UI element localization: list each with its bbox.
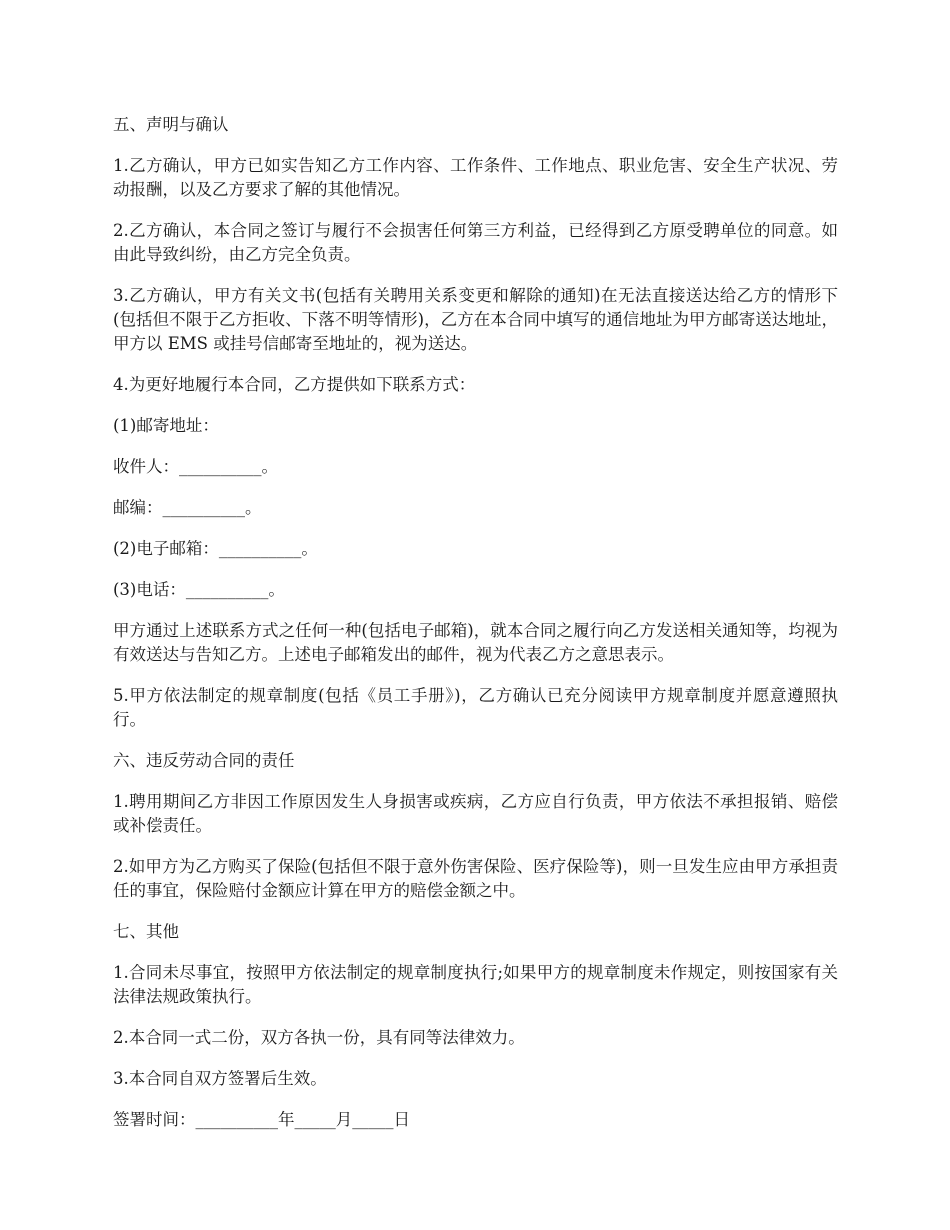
phone-field: (3)电话：__________。 [113, 580, 285, 599]
postcode-field: 邮编：__________。 [113, 498, 262, 517]
clause-5-4: 4.为更好地履行本合同，乙方提供如下联系方式： [113, 375, 476, 394]
notice-delivery-paragraph: 甲方通过上述联系方式之任何一种(包括电子邮箱)，就本合同之履行向乙方发送相关通知等，均视为有效送达与告知乙方。上述电子邮箱发出的邮件，视为代表乙方之意思表示。 [113, 621, 838, 664]
section-heading-declaration: 五、声明与确认 [113, 115, 229, 134]
section-heading-liability: 六、违反劳动合同的责任 [113, 751, 295, 770]
recipient-field: 收件人：__________。 [113, 457, 278, 476]
clause-5-5: 5.甲方依法制定的规章制度(包括《员工手册》)，乙方确认已充分阅读甲方规章制度并愿意遵照执行。 [113, 686, 838, 729]
clause-7-3: 3.本合同自双方签署后生效。 [113, 1069, 327, 1088]
clause-6-2: 2.如甲方为乙方购买了保险(包括但不限于意外伤害保险、医疗保险等)，则一旦发生应由甲方承担责任的事宜，保险赔付金额应计算在甲方的赔偿金额之中。 [113, 857, 838, 900]
clause-5-2: 2.乙方确认，本合同之签订与履行不会损害任何第三方利益，已经得到乙方原受聘单位的同意。如由此导致纠纷，由乙方完全负责。 [113, 221, 838, 264]
email-field: (2)电子邮箱：__________。 [113, 539, 318, 558]
mailing-address-label: (1)邮寄地址： [113, 416, 219, 435]
document-page [113, 113, 838, 1149]
clause-6-1: 1.聘用期间乙方非因工作原因发生人身损害或疾病，乙方应自行负责，甲方依法不承担报销、赔偿或补偿责任。 [113, 792, 838, 835]
clause-5-1: 1.乙方确认，甲方已如实告知乙方工作内容、工作条件、工作地点、职业危害、安全生产状况、劳动报酬，以及乙方要求了解的其他情况。 [113, 156, 838, 199]
signing-date-line: 签署时间：__________年_____月_____日 [113, 1110, 410, 1129]
clause-5-3: 3.乙方确认，甲方有关文书(包括有关聘用关系变更和解除的通知)在无法直接送达给乙方的情形下(包括但不限于乙方拒收、下落不明等情形)，乙方在本合同中填写的通信地址为甲方邮寄送达地址，甲方以 EMS 或挂号信邮寄至地址的，视为送达。 [113, 286, 838, 353]
clause-7-1: 1.合同未尽事宜，按照甲方依法制定的规章制度执行;如果甲方的规章制度未作规定，则按国家有关法律法规政策执行。 [113, 963, 838, 1006]
section-heading-other: 七、其他 [113, 922, 179, 941]
clause-7-2: 2.本合同一式二份，双方各执一份，具有同等法律效力。 [113, 1028, 525, 1047]
